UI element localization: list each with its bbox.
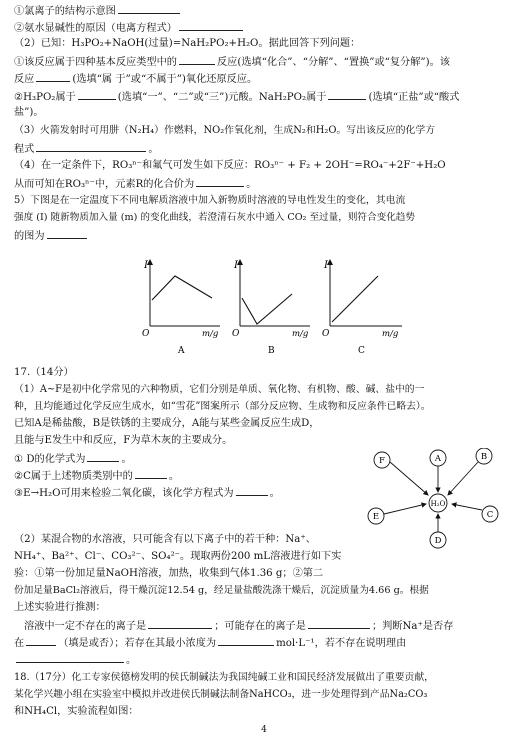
q-line: （1）A~F是初中化学常见的六种物质，它们分别是单质、氧化物、有机物、酸、碱、盐中的一 [14,384,425,395]
q-line: ①该反应属于四种基本反应类型中的 反应(选填“化合”、“分解”、“置换”或“复分解”)。该 [14,54,450,69]
arrow [448,462,478,495]
q-line: 种，且均能通过化学反应生成水，如“雪花”图案所示（部分反应物、生成物和反应条件已略去）。 [14,401,431,412]
answer-blank[interactable] [236,485,268,496]
q-line: 验：①第一份加足量NaOH溶液，加热，收集到气体1.36 g；②第二 [14,568,324,579]
graph-caption: A [178,346,185,356]
node-label: A [434,454,442,464]
q-line: 。 [14,652,136,667]
q-line: （4）在一定条件下，RO₃ⁿ⁻和氟气可发生如下反应：RO₃ⁿ⁻ + F₂ + 2OH⁻=RO₄⁻+2F⁻+H₂O [14,160,446,171]
node-label: H₂O [430,500,446,508]
q-line: ②氨水显碱性的原因（电离方程式） [14,20,245,35]
q-line: 5）下图是在一定温度下不同电解质溶液中加入新物质时溶液的导电性发生的变化，其电流 [14,195,406,206]
answer-blank[interactable] [179,20,243,31]
q-line: 已知A是稀盐酸，B是铁锈的主要成分，A能与某些金属反应生成D， [14,418,320,429]
q-line: 从而可知在RO₃ⁿ⁻中，元素R的化合价为 。 [14,176,256,191]
answer-blank[interactable] [196,176,244,187]
arrow [384,504,426,514]
answer-blank[interactable] [16,652,124,663]
graph-curve [242,294,292,324]
graph-curve [332,276,378,322]
answer-blank[interactable] [87,451,119,462]
q-line: 溶液中一定不存在的离子是 ；可能存在的离子是 ；判断Na⁺是否存 [24,618,453,633]
arrow [390,462,428,495]
q-line: 反应 (选填“属 于”或“不属于”)氧化还原反应。 [14,71,257,86]
answer-blank[interactable] [26,635,56,646]
q-line: （2）已知：H₃PO₂+NaOH(过量)=NaH₂PO₂+H₂O。据此回答下列问题： [14,38,361,49]
node-label: E [372,512,380,522]
node-label: F [379,456,385,466]
q-line: 份加足量BaCl₂溶液后，得干燥沉淀12.54 g，经足量盐酸洗涤干燥后，沉淀质量为4.66 g。根据 [14,585,429,596]
answer-blank[interactable] [135,468,167,479]
q-line: 盐”)。 [14,107,44,118]
q-line: 强度 (I) 随新物质加入量 (m) 的变化曲线，若澄清石灰水中通入 CO₂ 至过量，则符合变化趋势 [14,212,415,223]
q-line: 某化学兴趣小组在实验室中模拟并改进侯氏制碱法制备NaHCO₃，进一步处理得到产品Na₂CO₃ [14,689,428,700]
conductivity-graphs [140,256,440,358]
node-label: B [480,452,488,462]
answer-blank[interactable] [78,89,116,100]
q-line: 上述实验进行推测： [14,602,106,613]
x-axis-label: m/g [382,329,399,339]
q-line: 程式 。 [14,141,159,156]
origin-label: O [322,329,330,339]
graph-c [322,260,402,356]
q-line: 的图为 [14,228,89,243]
answer-blank[interactable] [36,71,70,82]
q-line: ②C属于上述物质类别中的 。 [14,468,179,483]
q-line: 和NH₄Cl，实验流程如图： [14,706,139,717]
answer-blank[interactable] [218,635,274,646]
node-label: C [486,510,494,520]
q-line: 且能与E发生中和反应，F为草木灰的主要成分。 [14,435,233,446]
graph-curve [152,276,212,300]
answer-blank[interactable] [47,228,87,239]
answer-blank[interactable] [118,3,180,14]
q-line: 在 （填是或否）；若存在其最小浓度为 mol·L⁻¹，若不存在说明理由 [14,635,406,650]
page-number: 4 [261,725,267,735]
answer-blank[interactable] [36,141,146,152]
q-heading: 18.（17分）化工专家侯德榜发明的侯氏制碱法为我国纯碱工业和国民经济发展做出了重要贡献， [14,672,434,683]
snowflake-diagram [362,448,508,558]
y-axis-label: I [144,260,148,271]
origin-label: O [232,329,240,339]
origin-label: O [142,329,150,339]
arrow [452,504,482,510]
q-line: ①氯离子的结构示意图 [14,3,182,18]
q-line: ②H₃PO₂属于 (选填“一”、“二”或“三”)元酸。NaH₂PO₂属于 (选填“正盐”或“酸式 [14,89,459,104]
q-line: ③E→H₂O可用来检验二氧化碳，该化学方程式为 。 [14,485,280,500]
x-axis-label: m/g [202,329,219,339]
node-label: D [434,536,442,546]
answer-blank[interactable] [148,618,212,629]
q-heading: 17.（14分） [14,367,74,378]
answer-blank[interactable] [308,618,370,629]
graph-caption: C [358,346,365,356]
y-axis-label: I [234,260,238,271]
y-axis-label: I [324,260,328,271]
q-line: （2）某混合物的水溶液，只可能含有以下离子中的若干种：Na⁺、 [14,534,316,545]
q-line: （3）火箭发射时可用肼（N₂H₄）作燃料，NO₂作氧化剂，生成N₂和H₂O。写出该反应的化学方 [14,125,436,136]
x-axis-label: m/g [292,329,309,339]
q-line: NH₄⁺、Ba²⁺、Cl⁻、CO₃²⁻、SO₄²⁻。现取两份200 mL溶液进行如下实 [14,551,342,562]
answer-blank[interactable] [179,54,215,65]
answer-blank[interactable] [328,89,366,100]
q-line: ① D的化学式为 。 [14,451,132,466]
graph-b [232,260,310,356]
graph-caption: B [268,346,275,356]
graph-a [142,260,220,356]
